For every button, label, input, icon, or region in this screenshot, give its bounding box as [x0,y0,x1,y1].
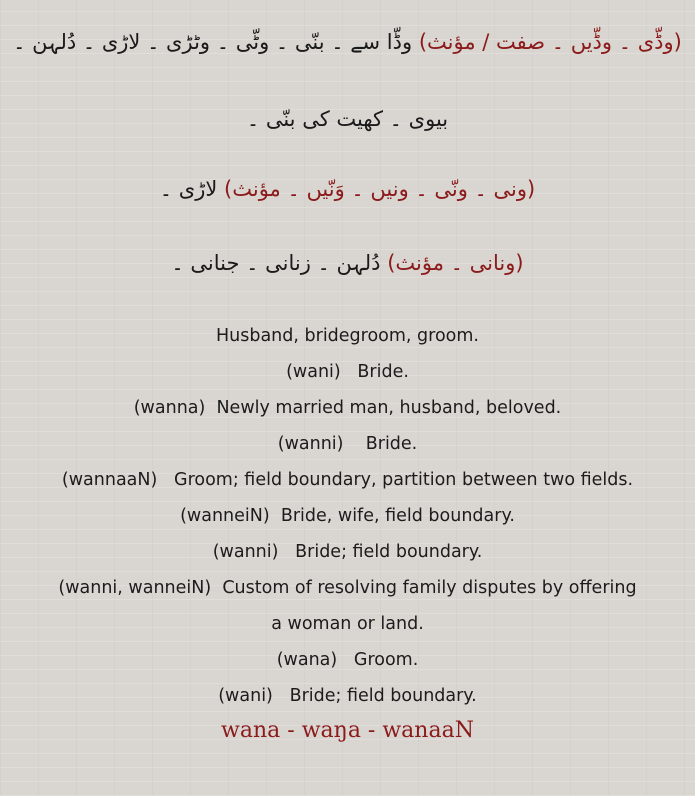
english-definition-2: (wani) Bride. [286,362,409,382]
transliteration: wana - waŋa - wanaaN [221,718,474,743]
urdu-grammar-4: (ونانی ۔ مؤنث) [387,251,524,275]
urdu-meaning-3: لاڑی ۔ [159,177,218,201]
english-definition-7: (wanni) Bride; field boundary. [212,542,483,562]
english-definition-1: Husband, bridegroom, groom. [215,326,479,346]
english-definition-4: (wanni) Bride. [277,434,418,454]
urdu-line-3 [0,177,695,201]
urdu-grammar-1: (وڈّی ۔ وڈّیں ۔ صفت / مؤنث) [418,30,682,54]
urdu-line-4 [0,251,695,275]
english-definition-8-continued: a woman or land. [271,614,424,634]
urdu-meaning-1: وڈّا سے ۔ بنّی ۔ وٹّی ۔ وٹڑی ۔ لاڑی ۔ دُلہن ۔ [13,30,413,54]
english-definition-3: (wanna) Newly married man, husband, beloved. [133,398,562,418]
urdu-line-2 [0,107,695,131]
english-definition-5: (wannaaN) Groom; field boundary, partition between two fields. [61,470,634,490]
english-definition-9: (wana) Groom. [276,650,419,670]
urdu-meaning-2: بیوی ۔ کھیت کی بنّی ۔ [246,107,449,131]
english-definition-8: (wanni, wanneiN) Custom of resolving family disputes by offering [58,578,637,598]
urdu-meaning-4: دُلہن ۔ زنانی ۔ جنانی ۔ [171,251,381,275]
urdu-line-1 [0,30,695,54]
english-definition-6: (wanneiN) Bride, wife, field boundary. [180,506,515,526]
english-definition-10: (wani) Bride; field boundary. [218,686,477,706]
urdu-grammar-3: (ونی ۔ ونّی ۔ ونیں ۔ وَنّیں ۔ مؤنث) [224,177,536,201]
